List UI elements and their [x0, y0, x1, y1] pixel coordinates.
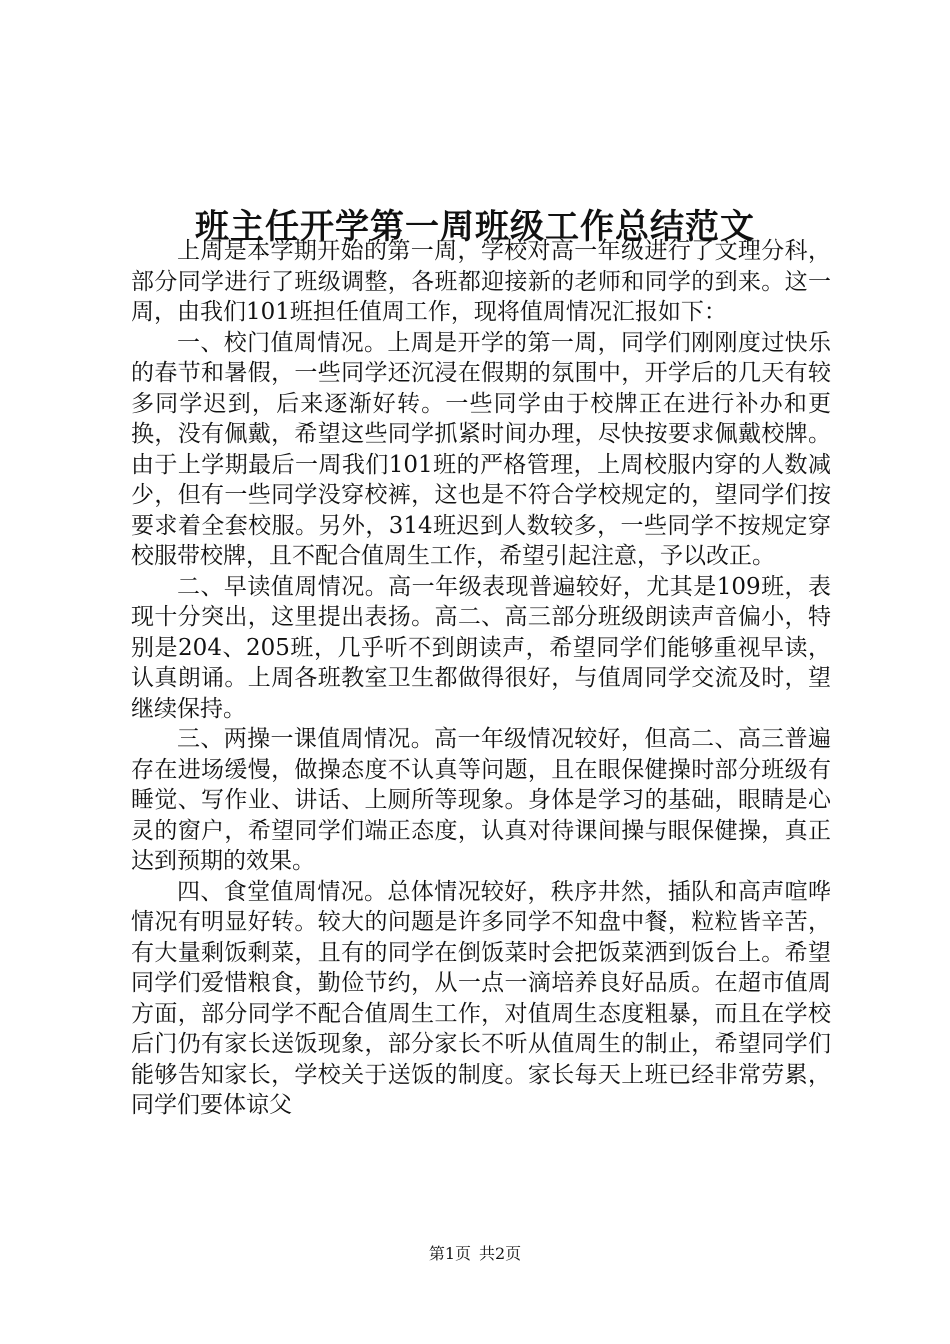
paragraph-morning-reading: 二、早读值周情况。高一年级表现普遍较好，尤其是109班，表现十分突出，这里提出表扬。高二、高三部分班级朗读声音偏小，特别是204、205班，几乎听不到朗读声，希望同学们能够重视早读，认真朗诵。上周各班教室卫生都做得很好，与值周同学交流及时，望继续保持。	[131, 573, 831, 722]
page-footer	[0, 1244, 950, 1264]
document-title: 班主任开学第一周班级工作总结范文	[195, 206, 755, 247]
paragraph-canteen: 四、食堂值周情况。总体情况较好，秩序井然，插队和高声喧哗情况有明显好转。较大的问题是许多同学不知盘中餐，粒粒皆辛苦，有大量剩饭剩菜，且有的同学在倒饭菜时会把饭菜洒到饭台上。希望同学们爱惜粮食，勤俭节约，从一点一滴培养良好品质。在超市值周方面，部分同学不配合值周生工作，对值周生态度粗暴，而且在学校后门仍有家长送饭现象，部分家长不听从值周生的制止，希望同学们能够告知家长，学校关于送饭的制度。家长每天上班已经非常劳累，同学们要体谅父	[131, 878, 831, 1118]
paragraph-gate-duty: 一、校门值周情况。上周是开学的第一周，同学们刚刚度过快乐的春节和暑假，一些同学还沉浸在假期的氛围中，开学后的几天有较多同学迟到，后来逐渐好转。一些同学由于校牌正在进行补办和更换，没有佩戴，希望这些同学抓紧时间办理，尽快按要求佩戴校牌。由于上学期最后一周我们101班的严格管理，上周校服内穿的人数减少，但有一些同学没穿校裤，这也是不符合学校规定的，望同学们按要求着全套校服。另外，314班迟到人数较多，一些同学不按规定穿校服带校牌，且不配合值周生工作，希望引起注意，予以改正。	[131, 329, 831, 569]
paragraph-intro: 上周是本学期开始的第一周，学校对高一年级进行了文理分科，部分同学进行了班级调整，各班都迎接新的老师和同学的到来。这一周，由我们101班担任值周工作，现将值周情况汇报如下：	[131, 238, 831, 325]
document-body	[131, 236, 831, 1121]
page-number: 第1页	[428, 1244, 471, 1263]
page-count: 共2页	[479, 1244, 522, 1263]
paragraph-exercises: 三、两操一课值周情况。高一年级情况较好，但高二、高三普遍存在进场缓慢，做操态度不认真等问题，且在眼保健操时部分班级有睡觉、写作业、讲话、上厕所等现象。身体是学习的基础，眼睛是心灵的窗户，希望同学们端正态度，认真对待课间操与眼保健操，真正达到预期的效果。	[131, 726, 831, 874]
